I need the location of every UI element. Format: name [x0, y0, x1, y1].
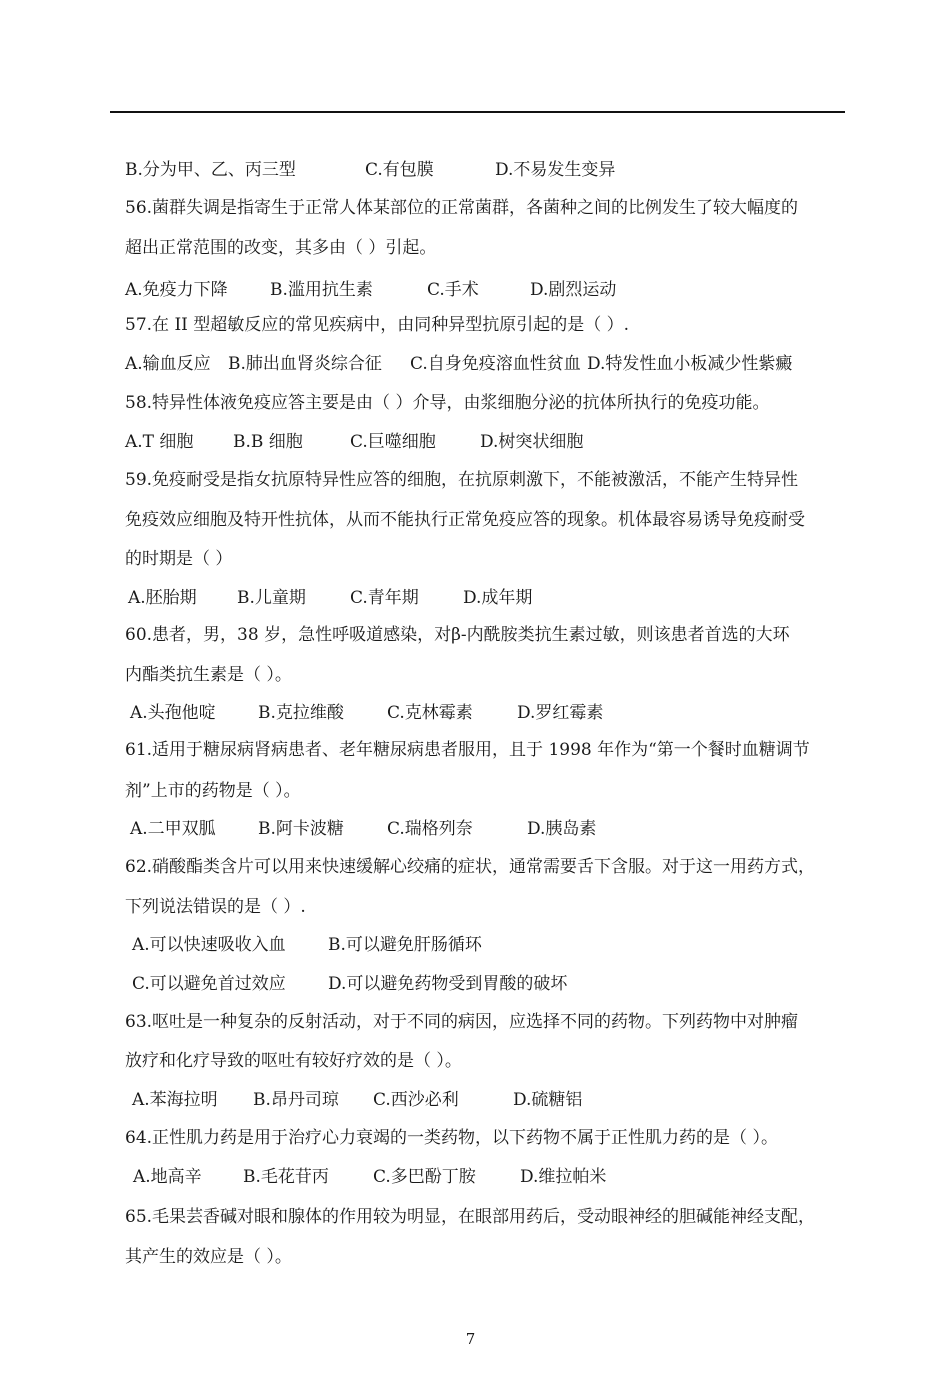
option: D.硫糖铝 [513, 1090, 583, 1110]
option: C.巨噬细胞 [350, 432, 436, 452]
option: A.输血反应 [125, 354, 211, 374]
question-65-line-1: 65.毛果芸香碱对眼和腺体的作用较为明显，在眼部用药后，受动眼神经的胆碱能神经支配， [125, 1207, 816, 1227]
option: C.可以避免首过效应 [132, 974, 286, 994]
option: D.可以避免药物受到胃酸的破坏 [328, 974, 568, 994]
question-61-line-1: 61.适用于糖尿病肾病患者、老年糖尿病患者服用，且于 1998 年作为“第一个餐时血糖调节 [125, 740, 810, 760]
question-59-line-3: 的时期是（ ） [125, 549, 233, 569]
option: B.儿童期 [237, 588, 306, 608]
option: C.青年期 [350, 588, 419, 608]
question-63-line-2: 放疗和化疗导致的呕吐有较好疗效的是（ ）。 [125, 1051, 462, 1071]
option: A.可以快速吸收入血 [132, 935, 286, 955]
option: D.不易发生变异 [495, 160, 616, 180]
option: A.二甲双胍 [130, 819, 216, 839]
option: A.胚胎期 [128, 588, 197, 608]
question-62-line-2: 下列说法错误的是（ ）. [125, 897, 306, 917]
option: B.可以避免肝肠循环 [328, 935, 482, 955]
option: B.滥用抗生素 [270, 280, 373, 300]
option: D.胰岛素 [527, 819, 597, 839]
option: A.头孢他啶 [130, 703, 216, 723]
option: C.西沙必利 [373, 1090, 459, 1110]
option: C.瑞格列奈 [387, 819, 473, 839]
option: B.肺出血肾炎综合征 [228, 354, 382, 374]
question-62-line-1: 62.硝酸酯类含片可以用来快速缓解心绞痛的症状，通常需要舌下含服。对于这一用药方式， [125, 857, 816, 877]
question-60-line-2: 内酯类抗生素是（ ）。 [125, 665, 292, 685]
question-57-line-1: 57.在 II 型超敏反应的常见疾病中，由同种异型抗原引起的是（ ）. [125, 315, 630, 335]
option: B.B 细胞 [233, 432, 303, 452]
option: C.多巴酚丁胺 [373, 1167, 476, 1187]
question-64-line-1: 64.正性肌力药是用于治疗心力衰竭的一类药物，以下药物不属于正性肌力药的是（ ）。 [125, 1128, 778, 1148]
option: A.免疫力下降 [125, 280, 228, 300]
option: D.罗红霉素 [517, 703, 604, 723]
question-65-line-2: 其产生的效应是（ ）。 [125, 1247, 292, 1267]
option: C.克林霉素 [387, 703, 473, 723]
option: A.苯海拉明 [132, 1090, 218, 1110]
page-number: 7 [465, 1330, 476, 1348]
option: A.地高辛 [133, 1167, 202, 1187]
option: D.特发性血小板减少性紫癜 [587, 354, 793, 374]
question-60-line-1: 60.患者，男，38 岁，急性呼吸道感染，对β-内酰胺类抗生素过敏，则该患者首选的大环 [125, 625, 790, 645]
option: B.克拉维酸 [258, 703, 344, 723]
question-58-line-1: 58.特异性体液免疫应答主要是由（ ）介导，由浆细胞分泌的抗体所执行的免疫功能。 [125, 393, 770, 413]
option: A.T 细胞 [125, 432, 194, 452]
question-56-line-2: 超出正常范围的改变，其多由（ ）引起。 [125, 238, 437, 258]
option: B.分为甲、乙、丙三型 [125, 160, 296, 180]
question-59-line-1: 59.免疫耐受是指女抗原特异性应答的细胞，在抗原刺激下，不能被激活，不能产生特异性 [125, 470, 799, 490]
option: D.成年期 [463, 588, 533, 608]
option: D.维拉帕米 [520, 1167, 607, 1187]
option: C.手术 [427, 280, 479, 300]
question-63-line-1: 63.呕吐是一种复杂的反射活动，对于不同的病因，应选择不同的药物。下列药物中对肿瘤 [125, 1012, 799, 1032]
option: D.树突状细胞 [480, 432, 584, 452]
option: C.有包膜 [365, 160, 434, 180]
header-rule [110, 111, 845, 113]
option: B.毛花苷丙 [243, 1167, 329, 1187]
option: D.剧烈运动 [530, 280, 617, 300]
question-59-line-2: 免疫效应细胞及特开性抗体，从而不能执行正常免疫应答的现象。机体最容易诱导免疫耐受 [125, 510, 805, 530]
option: B.阿卡波糖 [258, 819, 344, 839]
question-61-line-2: 剂”上市的药物是（ ）。 [125, 781, 301, 801]
option: B.昂丹司琼 [253, 1090, 339, 1110]
question-56-line-1: 56.菌群失调是指寄生于正常人体某部位的正常菌群，各菌种之间的比例发生了较大幅度的 [125, 198, 799, 218]
option: C.自身免疫溶血性贫血 [410, 354, 581, 374]
